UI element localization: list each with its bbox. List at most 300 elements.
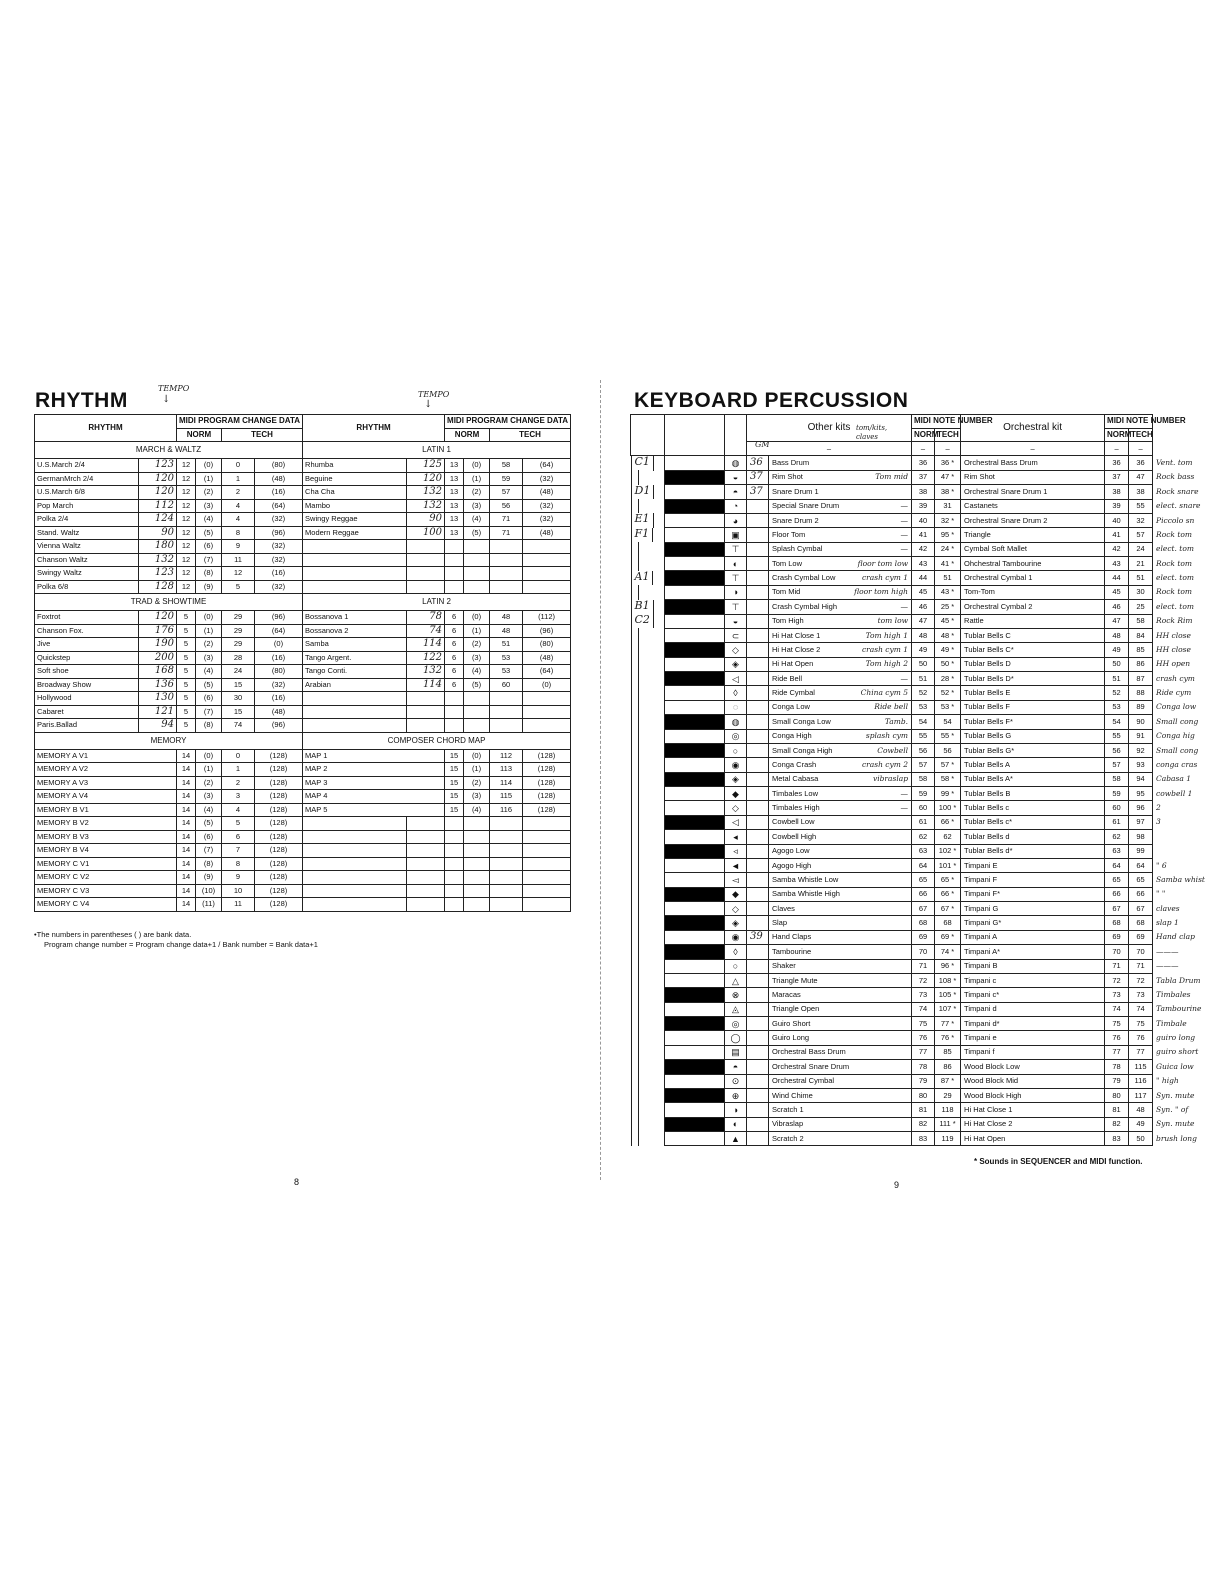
table-row	[631, 700, 1187, 714]
orchestral-sound: Tublar Bells F*	[961, 715, 1105, 729]
tech-note: 48	[1129, 1103, 1153, 1117]
norm-bank: (4)	[464, 513, 490, 527]
norm-bank: (10)	[196, 884, 222, 898]
other-kit-sound	[769, 729, 912, 743]
tech-note: 48 *	[935, 628, 961, 642]
table-row	[35, 705, 571, 719]
orchestral-sound: Timpani G	[961, 902, 1105, 916]
norm-value: 5	[177, 611, 196, 625]
norm-value: 5	[177, 692, 196, 706]
gm-number	[747, 1117, 769, 1131]
tech-note: 66 *	[935, 887, 961, 901]
table-row	[631, 715, 1187, 729]
other-kit-sound	[769, 1002, 912, 1016]
norm-note: 78	[1105, 1060, 1129, 1074]
norm-note: 42	[912, 542, 935, 556]
table-row	[631, 657, 1187, 671]
orchestral-sound: Timpani c	[961, 973, 1105, 987]
table-row	[631, 801, 1187, 815]
margin-note: Rock snare	[1156, 486, 1199, 496]
tempo-value: 176	[139, 624, 177, 638]
norm-value: 13	[445, 486, 464, 500]
tech-bank: (112)	[523, 611, 571, 625]
tech-note: 101 *	[935, 858, 961, 872]
gm-number	[747, 557, 769, 571]
empty-cell	[490, 580, 523, 594]
tech-note: 99	[1129, 844, 1153, 858]
gm-number: 37	[747, 485, 769, 499]
gm-number	[747, 715, 769, 729]
other-kit-sound	[769, 945, 912, 959]
norm-note: 75	[1105, 1017, 1129, 1031]
other-kit-sound	[769, 643, 912, 657]
sound-name: Ride Cymbal	[772, 688, 815, 698]
margin-note: elect. tom	[1156, 573, 1194, 583]
tech-note: 53 *	[935, 700, 961, 714]
key-label	[631, 873, 639, 887]
instrument-icon: ◑	[725, 1103, 747, 1117]
norm-value: 5	[177, 719, 196, 733]
gm-number: 36	[747, 456, 769, 470]
tech-note: 25	[1129, 600, 1153, 614]
margin-note: Syn. mute	[1156, 1090, 1195, 1100]
norm-note: 55	[912, 729, 935, 743]
dash-cell: –	[1129, 442, 1153, 456]
norm-note: 50	[912, 657, 935, 671]
gm-number	[747, 614, 769, 628]
tech-value: 56	[490, 499, 523, 513]
rhythm-name: Modern Reggae	[303, 526, 407, 540]
tech-note: 38 *	[935, 485, 961, 499]
orchestral-sound: Tublar Bells d*	[961, 844, 1105, 858]
table-row	[631, 470, 1187, 484]
tech-note: 66	[1129, 887, 1153, 901]
tempo-value: 132	[407, 486, 445, 500]
key-label	[631, 1132, 639, 1146]
norm-note: 50	[1105, 657, 1129, 671]
norm-bank: (5)	[196, 526, 222, 540]
gm-number	[747, 585, 769, 599]
table-row	[35, 540, 571, 554]
norm-bank: (0)	[464, 611, 490, 625]
tech-bank: (128)	[523, 749, 571, 763]
norm-note: 41	[1105, 528, 1129, 542]
empty-cell	[407, 817, 445, 831]
empty-cell	[303, 830, 407, 844]
empty-cell	[464, 540, 490, 554]
black-key	[665, 887, 725, 901]
sound-name: Conga Low	[772, 702, 810, 712]
page-title: RHYTHM	[35, 389, 128, 412]
norm-note: 67	[1105, 902, 1129, 916]
norm-note: 59	[912, 787, 935, 801]
other-kit-sound	[769, 930, 912, 944]
dash-cell: –	[747, 442, 912, 456]
handwritten-note: Tom mid	[875, 472, 909, 482]
norm-note: 53	[1105, 700, 1129, 714]
other-kit-sound	[769, 1031, 912, 1045]
table-row	[35, 803, 571, 817]
norm-note: 64	[912, 858, 935, 872]
rhythm-name: Cabaret	[35, 705, 139, 719]
tech-bank: (80)	[255, 459, 303, 473]
orchestral-sound: Tublar Bells C	[961, 628, 1105, 642]
norm-bank: (1)	[196, 624, 222, 638]
table-row	[35, 651, 571, 665]
rhythm-name: MAP 3	[303, 776, 445, 790]
tempo-value: 132	[407, 499, 445, 513]
norm-note: 53	[912, 700, 935, 714]
empty-cell	[490, 884, 523, 898]
table-row	[631, 758, 1187, 772]
empty-cell	[523, 857, 571, 871]
norm-bank: (6)	[196, 540, 222, 554]
tech-note: 47 *	[935, 470, 961, 484]
sound-name: Floor Tom	[772, 529, 806, 539]
handwritten-note: —	[900, 673, 909, 683]
norm-value: 14	[177, 749, 196, 763]
sound-name: Bass Drum	[772, 458, 810, 468]
norm-bank: (0)	[196, 611, 222, 625]
white-key	[665, 1132, 725, 1146]
norm-bank: (7)	[196, 553, 222, 567]
gm-number	[747, 959, 769, 973]
empty-cell	[445, 871, 464, 885]
key-label	[631, 772, 639, 786]
table-row	[631, 815, 1187, 829]
norm-note: 43	[912, 557, 935, 571]
black-key	[665, 571, 725, 585]
norm-note: 45	[912, 585, 935, 599]
handwritten-note: crash cym 1	[861, 644, 909, 654]
norm-bank: (1)	[464, 763, 490, 777]
instrument-icon: ◄	[725, 858, 747, 872]
tech-note: 51	[935, 571, 961, 585]
empty-cell	[407, 898, 445, 912]
norm-note: 71	[1105, 959, 1129, 973]
norm-bank: (2)	[464, 638, 490, 652]
table-row	[35, 459, 571, 473]
empty-cell	[445, 553, 464, 567]
norm-note: 74	[912, 1002, 935, 1016]
gm-number	[747, 1060, 769, 1074]
orchestral-sound: Tublar Bells A*	[961, 772, 1105, 786]
orchestral-sound: Timpani F*	[961, 887, 1105, 901]
orchestral-sound: Orchestral Snare Drum 1	[961, 485, 1105, 499]
section-row	[35, 732, 571, 749]
tech-note: 55 *	[935, 729, 961, 743]
sound-name: Guiro Long	[772, 1033, 810, 1043]
rhythm-name: Soft shoe	[35, 665, 139, 679]
norm-note: 49	[912, 643, 935, 657]
sound-name: Claves	[772, 903, 795, 913]
key-label	[631, 700, 639, 714]
tech-note: 72	[1129, 973, 1153, 987]
tech-note: 97	[1129, 815, 1153, 829]
key-label	[631, 657, 639, 671]
black-key	[665, 1060, 725, 1074]
norm-bank: (4)	[464, 665, 490, 679]
sound-name: Orchestral Bass Drum	[772, 1047, 846, 1057]
gm-number	[747, 672, 769, 686]
norm-bank: (0)	[196, 749, 222, 763]
table-row	[631, 916, 1187, 930]
margin-note: claves	[1156, 903, 1180, 913]
norm-note: 82	[912, 1117, 935, 1131]
orchestral-sound: Wood Block High	[961, 1088, 1105, 1102]
sound-name: Maracas	[772, 989, 801, 999]
tempo-value: 124	[139, 513, 177, 527]
margin-note	[1153, 844, 1187, 858]
sound-name: Tom Mid	[772, 587, 801, 597]
tech-note: 86	[1129, 657, 1153, 671]
tech-value: 9	[222, 871, 255, 885]
tech-bank: (96)	[255, 526, 303, 540]
tech-value: 5	[222, 817, 255, 831]
gm-number	[747, 844, 769, 858]
white-key	[665, 930, 725, 944]
rhythm-name: Tango Conti.	[303, 665, 407, 679]
norm-value: 14	[177, 803, 196, 817]
section-heading: MEMORY	[35, 732, 303, 749]
black-key	[665, 643, 725, 657]
gm-number	[747, 758, 769, 772]
tech-value: 15	[222, 705, 255, 719]
empty-cell	[523, 719, 571, 733]
margin-note: brush long	[1156, 1133, 1197, 1143]
table-row	[35, 790, 571, 804]
tech-note: 96 *	[935, 959, 961, 973]
norm-value: 14	[177, 857, 196, 871]
key-label	[631, 628, 639, 642]
key-label	[631, 988, 639, 1002]
sound-name: Small Conga High	[772, 745, 833, 755]
norm-value: 15	[445, 776, 464, 790]
empty-cell	[523, 830, 571, 844]
key-label	[631, 470, 639, 484]
tech-bank: (48)	[255, 705, 303, 719]
tech-note: 69	[1129, 930, 1153, 944]
table-row	[631, 858, 1187, 872]
other-kit-sound	[769, 1132, 912, 1146]
empty-cell	[464, 705, 490, 719]
gm-number	[747, 499, 769, 513]
norm-bank: (0)	[196, 459, 222, 473]
col-rhythm: RHYTHM	[303, 415, 445, 442]
tech-value: 1	[222, 472, 255, 486]
rhythm-name: Broadway Show	[35, 678, 139, 692]
norm-value: 15	[445, 749, 464, 763]
key-label	[631, 1088, 639, 1102]
empty-cell	[490, 898, 523, 912]
sound-name: Hi Hat Close 1	[772, 630, 821, 640]
tempo-value: 168	[139, 665, 177, 679]
instrument-icon: ◆	[725, 787, 747, 801]
norm-note: 56	[1105, 743, 1129, 757]
tech-note: 64	[1129, 858, 1153, 872]
instrument-icon: ◍	[725, 715, 747, 729]
key-label	[631, 787, 639, 801]
rhythm-name: Swingy Reggae	[303, 513, 407, 527]
white-key	[665, 657, 725, 671]
instrument-icon: △	[725, 973, 747, 987]
norm-note: 69	[1105, 930, 1129, 944]
norm-note: 45	[1105, 585, 1129, 599]
tech-value: 1	[222, 763, 255, 777]
empty-cell	[445, 830, 464, 844]
white-key	[665, 1031, 725, 1045]
instrument-icon: ◌	[725, 700, 747, 714]
norm-note: 66	[1105, 887, 1129, 901]
tech-bank: (80)	[523, 638, 571, 652]
norm-value: 12	[177, 526, 196, 540]
white-key	[665, 1045, 725, 1059]
norm-note: 42	[1105, 542, 1129, 556]
norm-note: 47	[1105, 614, 1129, 628]
instrument-icon: ◁	[725, 815, 747, 829]
tech-value: 12	[222, 567, 255, 581]
orchestral-sound: Tublar Bells G*	[961, 743, 1105, 757]
rhythm-name: GermanMrch 2/4	[35, 472, 139, 486]
norm-bank: (3)	[464, 499, 490, 513]
gm-number	[747, 743, 769, 757]
norm-bank: (2)	[196, 486, 222, 500]
rhythm-name: MAP 4	[303, 790, 445, 804]
black-key	[665, 945, 725, 959]
norm-note: 68	[912, 916, 935, 930]
table-row	[35, 763, 571, 777]
footnote-bank: •The numbers in parentheses ( ) are bank data.	[34, 930, 192, 939]
empty-cell	[464, 830, 490, 844]
orchestral-sound: Wood Block Mid	[961, 1074, 1105, 1088]
norm-value: 6	[445, 611, 464, 625]
tech-note: 75	[1129, 1017, 1153, 1031]
margin-note: guiro short	[1156, 1047, 1199, 1057]
tech-note: 58 *	[935, 772, 961, 786]
orchestral-sound: Cymbal Soft Mallet	[961, 542, 1105, 556]
tech-note: 77	[1129, 1045, 1153, 1059]
empty-cell	[407, 692, 445, 706]
instrument-icon: ◕	[725, 513, 747, 527]
tech-value: 112	[490, 749, 523, 763]
norm-note: 76	[1105, 1031, 1129, 1045]
gm-number	[747, 830, 769, 844]
margin-note: Conga low	[1156, 702, 1197, 712]
tech-note: 58	[1129, 614, 1153, 628]
sound-name: Hi Hat Close 2	[772, 644, 821, 654]
tech-note: 93	[1129, 758, 1153, 772]
orchestral-sound: Orchestral Cymbal 1	[961, 571, 1105, 585]
tech-note: 71	[1129, 959, 1153, 973]
tech-bank: (128)	[255, 871, 303, 885]
table-row	[631, 743, 1187, 757]
tech-bank: (128)	[255, 830, 303, 844]
rhythm-name: MEMORY B V3	[35, 830, 177, 844]
instrument-icon: ◇	[725, 643, 747, 657]
norm-value: 5	[177, 624, 196, 638]
empty-cell	[464, 857, 490, 871]
tech-note: 99 *	[935, 787, 961, 801]
tech-value: 4	[222, 499, 255, 513]
arrow-down-icon: ↓	[162, 394, 171, 405]
empty-cell	[407, 857, 445, 871]
white-key	[665, 902, 725, 916]
norm-bank: (4)	[464, 803, 490, 817]
margin-note: guiro long	[1156, 1033, 1196, 1043]
other-kit-sound	[769, 485, 912, 499]
handwritten-note: Cowbell	[877, 745, 909, 755]
tech-bank: (96)	[255, 719, 303, 733]
tech-bank: (128)	[255, 844, 303, 858]
norm-note: 70	[1105, 945, 1129, 959]
instrument-icon: ◯	[725, 1031, 747, 1045]
table-row	[631, 485, 1187, 499]
norm-value: 12	[177, 499, 196, 513]
section-heading: LATIN 2	[303, 594, 571, 611]
page-title: KEYBOARD PERCUSSION	[634, 389, 909, 412]
key-label	[631, 844, 639, 858]
tech-value: 57	[490, 486, 523, 500]
orchestral-sound: Timpani E	[961, 858, 1105, 872]
black-key	[665, 1017, 725, 1031]
tech-value: 8	[222, 857, 255, 871]
norm-bank: (8)	[196, 567, 222, 581]
margin-note: 3	[1156, 817, 1161, 827]
gm-number	[747, 643, 769, 657]
tech-note: 102 *	[935, 844, 961, 858]
gm-number	[747, 686, 769, 700]
tech-note: 85	[1129, 643, 1153, 657]
norm-bank: (5)	[196, 678, 222, 692]
key-label: C1	[631, 456, 654, 470]
sound-name: Hand Claps	[772, 932, 812, 942]
sound-name: Tom Low	[772, 558, 803, 568]
instrument-icon: ⊙	[725, 1074, 747, 1088]
tech-note: 95 *	[935, 528, 961, 542]
tech-note: 51	[1129, 571, 1153, 585]
table-row	[35, 830, 571, 844]
table-row	[631, 1031, 1187, 1045]
rhythm-name: Vienna Waltz	[35, 540, 139, 554]
instrument-icon: ◈	[725, 916, 747, 930]
tech-value: 48	[490, 624, 523, 638]
key-label	[631, 1017, 639, 1031]
norm-note: 79	[1105, 1074, 1129, 1088]
other-kit-sound	[769, 902, 912, 916]
empty-cell	[445, 580, 464, 594]
margin-note: elect. tom	[1156, 544, 1194, 554]
sound-name: Slap	[772, 918, 788, 928]
rhythm-name: MEMORY B V4	[35, 844, 177, 858]
norm-bank: (6)	[196, 830, 222, 844]
margin-note: Tabla Drum	[1156, 975, 1201, 985]
table-row	[631, 873, 1187, 887]
other-kit-sound	[769, 887, 912, 901]
sound-name: Metal Cabasa	[772, 774, 819, 784]
instrument-icon: ◉	[725, 758, 747, 772]
tempo-value: 74	[407, 624, 445, 638]
table-row	[631, 1045, 1187, 1059]
tech-value: 28	[222, 651, 255, 665]
tech-bank: (128)	[255, 776, 303, 790]
gm-number: 37	[747, 470, 769, 484]
empty-cell	[445, 567, 464, 581]
other-kit-sound	[769, 614, 912, 628]
tech-value: 59	[490, 472, 523, 486]
other-kit-sound	[769, 916, 912, 930]
tech-bank: (128)	[255, 817, 303, 831]
rhythm-name: MEMORY C V3	[35, 884, 177, 898]
